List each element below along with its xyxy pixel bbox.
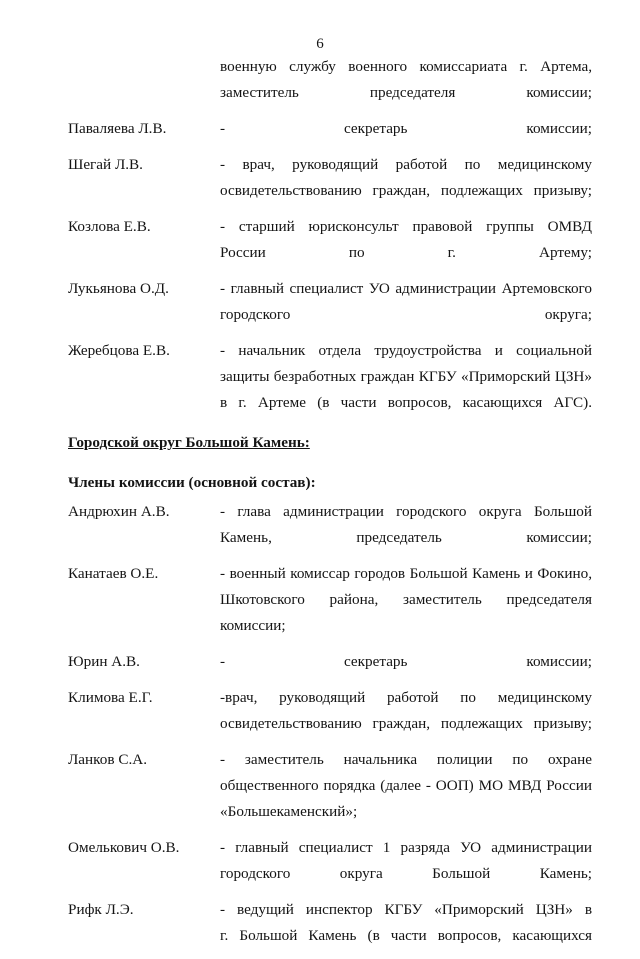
member-role <box>220 276 592 328</box>
role-line: «Большекаменский»; <box>220 803 358 820</box>
member-role <box>220 152 592 204</box>
role-line: в г. Артеме (в части вопросов, касающихся АГС). <box>220 394 592 411</box>
role-line: -врач, руководящий работой по медицинскому <box>220 689 592 706</box>
member-role <box>220 54 592 106</box>
role-line: городского округа; <box>220 306 592 323</box>
member-entry <box>68 747 592 825</box>
member-role <box>220 214 592 266</box>
first-commission-member-list <box>68 54 592 416</box>
member-entry <box>68 54 592 106</box>
role-line: России по г. Артему; <box>220 244 592 261</box>
member-role <box>220 116 592 142</box>
member-name: Канатаев О.Е. <box>68 565 159 582</box>
member-name: Рифк Л.Э. <box>68 901 134 918</box>
role-line: освидетельствованию граждан, подлежащих призыву; <box>220 715 592 732</box>
role-line: городского округа Большой Камень; <box>220 865 592 882</box>
member-entry <box>68 835 592 887</box>
member-name: Лукьянова О.Д. <box>68 280 169 297</box>
member-name: Жеребцова Е.В. <box>68 342 170 359</box>
role-line: - военный комиссар городов Большой Камень и Фокино, <box>220 565 592 582</box>
member-entry <box>68 499 592 551</box>
member-entry <box>68 276 592 328</box>
member-entry <box>68 152 592 204</box>
member-name <box>68 54 220 106</box>
member-entry <box>68 649 592 675</box>
role-line: - главный специалист УО администрации Артемовского <box>220 280 592 297</box>
role-line: защиты безработных граждан КГБУ «Приморский ЦЗН» <box>220 368 592 385</box>
role-line: - врач, руководящий работой по медицинскому <box>220 156 592 173</box>
member-entry <box>68 214 592 266</box>
member-entry <box>68 561 592 639</box>
member-name: Омелькович О.В. <box>68 839 180 856</box>
member-role <box>220 561 592 639</box>
role-line: общественного порядка (далее - ООП) МО МВД России <box>220 777 592 794</box>
role-line: Шкотовского района, заместитель председателя <box>220 591 592 608</box>
member-name: Климова Е.Г. <box>68 689 153 706</box>
page-number: 6 <box>316 36 324 52</box>
role-line: - начальник отдела трудоустройства и социальной <box>220 342 592 359</box>
member-name: Шегай Л.В. <box>68 156 143 173</box>
role-line: Камень, председатель комиссии; <box>220 529 592 546</box>
role-line: - глава администрации городского округа Большой <box>220 503 592 520</box>
section-heading: Городской округ Большой Камень: <box>68 434 310 451</box>
role-line: - ведущий инспектор КГБУ «Приморский ЦЗН» в <box>220 901 592 918</box>
member-role <box>220 685 592 737</box>
member-role <box>220 747 592 825</box>
member-name: Андрюхин А.В. <box>68 503 170 520</box>
role-line: заместитель председателя комиссии; <box>220 84 592 101</box>
member-entry <box>68 116 592 142</box>
second-commission-member-list <box>68 499 592 949</box>
document-body <box>68 54 592 959</box>
member-name: Ланков С.А. <box>68 751 148 768</box>
member-role <box>220 338 592 416</box>
role-line: г. Большой Камень (в части вопросов, касающихся <box>220 927 592 944</box>
member-role <box>220 649 592 675</box>
member-role <box>220 835 592 887</box>
members-subheading: Члены комиссии (основной состав): <box>68 474 316 491</box>
member-name: Паваляева Л.В. <box>68 120 167 137</box>
member-role <box>220 499 592 551</box>
role-line: освидетельствованию граждан, подлежащих призыву; <box>220 182 592 199</box>
role-line: - главный специалист 1 разряда УО администрации <box>220 839 592 856</box>
role-line: - секретарь комиссии; <box>220 653 592 670</box>
member-name: Юрин А.В. <box>68 653 140 670</box>
member-name: Козлова Е.В. <box>68 218 151 235</box>
role-line: военную службу военного комиссариата г. Артема, <box>220 58 592 75</box>
role-line: - заместитель начальника полиции по охране <box>220 751 592 768</box>
role-line: - секретарь комиссии; <box>220 120 592 137</box>
member-entry <box>68 685 592 737</box>
role-line: комиссии; <box>220 617 286 634</box>
role-line: - старший юрисконсульт правовой группы ОМВД <box>220 218 592 235</box>
member-entry <box>68 338 592 416</box>
